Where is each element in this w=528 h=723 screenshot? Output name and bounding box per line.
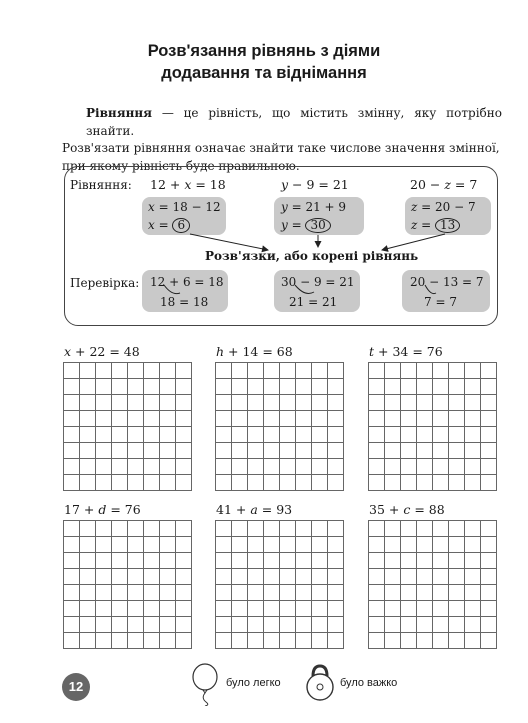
roots-label: Розв'язки, або корені рівнянь [205,249,419,263]
root-circle-1: 6 [172,218,190,233]
page-title-line-2: додавання та віднімання [161,64,367,82]
root-arrow-3 [382,234,445,250]
answer-grid-4[interactable] [63,520,192,649]
answer-grid-6[interactable] [368,520,497,649]
solution-step-3b: z = 13 [411,216,460,234]
solution-step-1b: x = 6 [148,216,190,234]
check-3-line-1: 20 − 13 = 7 [410,275,484,289]
solution-step-2b: y = 30 [281,216,331,234]
hard-label: було важко [340,677,398,689]
check-2-line-1: 30 − 9 = 21 [281,275,355,289]
answer-grid-5[interactable] [215,520,344,649]
root-circle-2: 30 [305,218,330,233]
root-arrow-1 [190,234,268,250]
equations-label: Рівняння: [70,178,132,192]
definition-term: Рівняння [86,106,152,120]
example-equation-1: 12 + x = 18 [150,177,226,192]
kettlebell-icon[interactable] [302,662,338,706]
task-equation-2: h + 14 = 68 [216,344,293,359]
task-equation-1: x + 22 = 48 [64,344,140,359]
solution-step-1a: x = 18 − 12 [148,200,221,214]
root-circle-3: 13 [435,218,460,233]
task-equation-6: 35 + c = 88 [369,502,445,517]
task-equation-3: t + 34 = 76 [369,344,443,359]
check-link-1 [164,285,180,294]
definition-line-2: Розв'язати рівняння означає знайти таке числове значення змінної, [62,141,500,155]
answer-grid-3[interactable] [368,362,497,491]
solution-step-3a: z = 20 − 7 [411,200,476,214]
answer-grid-2[interactable] [215,362,344,491]
task-equation-5: 41 + a = 93 [216,502,293,517]
check-3-line-2: 7 = 7 [424,295,457,309]
check-1-line-1: 12 + 6 = 18 [150,275,224,289]
check-link-2 [295,285,314,293]
solution-step-2a: y = 21 + 9 [281,200,347,214]
definition-line-3: при якому рівність буде правильною. [62,158,300,173]
definition-text: — це рівність, що містить змінну, яку потрібно знайти. [86,106,502,138]
check-label: Перевірка: [70,276,140,290]
balloon-icon[interactable] [188,662,222,706]
check-1-line-2: 18 = 18 [160,295,209,309]
example-equation-3: 20 − z = 7 [410,177,478,192]
task-equation-4: 17 + d = 76 [64,502,141,517]
check-2-line-2: 21 = 21 [289,295,338,309]
answer-grid-1[interactable] [63,362,192,491]
easy-label: було легко [226,677,281,689]
example-equation-2: y − 9 = 21 [281,177,349,192]
page-number-badge: 12 [62,673,90,701]
check-link-3 [425,285,436,294]
page-title-line-1: Розв'язання рівнянь з діями [147,42,381,60]
